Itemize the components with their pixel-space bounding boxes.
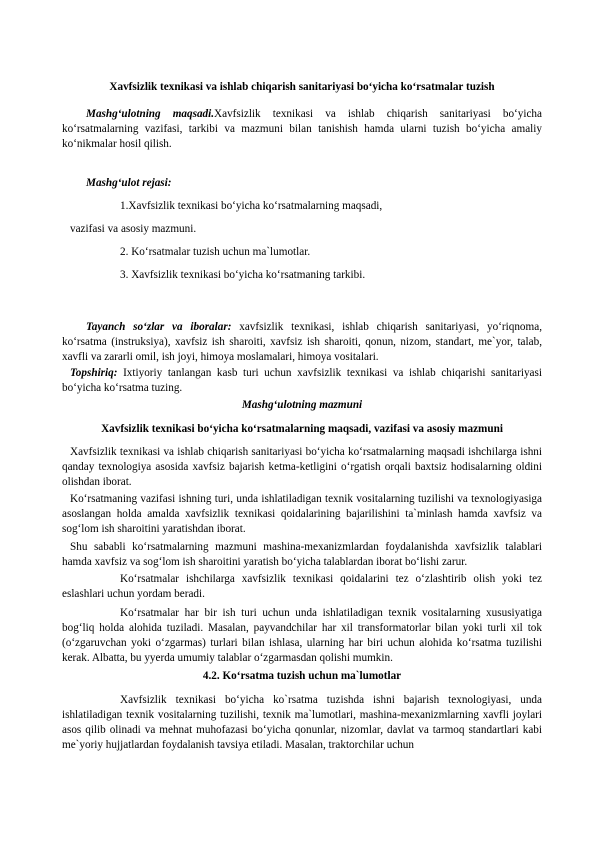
plan-item-3: 3. Xavfsizlik texnikasi bo‘yicha ko‘rsatmaning tarkibi. <box>120 269 366 281</box>
section1-heading: Xavfsizlik texnikasi bo‘yicha ko‘rsatmalarning maqsadi, vazifasi va asosiy mazmuni <box>101 423 503 435</box>
plan-label: Mashg‘ulot rejasi: <box>86 177 172 189</box>
paragraph-6: Xavfsizlik texnikasi bo‘yicha ko`rsatma tuzishda ishni bajarish texnologiyasi, unda ishlatiladigan texnik vositalarning tuzilishi, texnik ma`lumotlari, mashina-mexanizmlarning xavfli joylari asos qilib olinadi va mehnat muhofazasi bo‘yicha qonunlar, nizomlar, davlat va tarmoq standartlari kabi me`yoriy hujjatlardan foydalanish tavsiya etiladi. Masalan, traktorchilar uchun <box>62 694 542 751</box>
goal-text: Xavfsizlik texnikasi va ishlab chiqarish sanitariyasi bo‘yicha ko‘rsatmalarning vazifasi, tarkibi va mazmuni bilan tanishish hamda ularni tuzish bo‘yicha amaliy ko‘nikmalar hosil qilish. <box>62 108 542 150</box>
plan-item-2: 2. Ko‘rsatmalar tuzish uchun ma`lumotlar. <box>120 246 311 258</box>
goal-paragraph <box>62 107 542 152</box>
paragraph-2: Ko‘rsatmaning vazifasi ishning turi, unda ishlatiladigan texnik vositalarning tuzilishi va texnologiyasiga asoslangan holda amalda xavfsizlik texnikasi qoidalarining bajarilishini ta`minlash hamda xavfsiz va sog‘lom ish sharoitini yaratishdan iborat. <box>62 493 542 535</box>
task-label: Topshiriq: <box>70 367 118 379</box>
content-heading: Mashg‘ulotning mazmuni <box>241 399 363 411</box>
keywords-text: xavfsizlik texnikasi, ishlab chiqarish sanitariyasi, yo‘riqnoma, ko‘rsatma (instruksiya), xavfsiz ish sharoiti, xavfsiz ish sharoiti, qonun, nizom, standart, me`yor, talab, xavfli va zararli omil, ish joyi, himoya moslamalari, himoya vositalari. <box>62 321 542 363</box>
keywords-paragraph <box>62 320 542 365</box>
paragraph-4: Ko‘rsatmalar ishchilarga xavfsizlik texnikasi qoidalarini tez o‘zlashtirib olish yoki tez eslashlari uchun yordam beradi. <box>62 573 542 600</box>
paragraph-5: Ko‘rsatmalar har bir ish turi uchun unda ishlatiladigan texnik vositalarning xususiyatiga bog‘liq holda alohida tuziladi. Masalan, payvandchilar har xil transformatorlar bilan yoki turli xil tok (o‘zgaruvchan yoki o‘zgarmas) turlari bilan ishlasa, ularning har biri uchun alohida ko‘rsatma tuzilishi kerak. Albatta, bu yyerda umumiy talablar o‘zgarmasdan qolishi mumkin. <box>62 607 542 664</box>
paragraph-3: Shu sababli ko‘rsatmalarning mazmuni mashina-mexanizmlardan foydalanishda xavfsizlik talablari hamda xavfsiz va sog‘lom ish sharoitini yaratish bo‘yicha talablardan iborat bo‘lishi zarur. <box>62 541 542 568</box>
keywords-label: Tayanch so‘zlar va iboralar: <box>86 321 232 333</box>
task-text: Ixtiyoriy tanlangan kasb turi uchun xavfsizlik texnikasi va ishlab chiqarishi sanitariyasi bo‘yicha ko‘rsatma tuzing. <box>62 367 542 394</box>
section2-heading: 4.2. Ko‘rsatma tuzish uchun ma`lumotlar <box>202 670 402 682</box>
goal-label: Mashg‘ulotning maqsadi. <box>86 108 215 120</box>
paragraph-1: Xavfsizlik texnikasi va ishlab chiqarish sanitariyasi bo‘yicha ko‘rsatmalarning maqsadi ishchilarga ishni qanday texnologiya asosida xavfsiz bajarish ketma-ketligini o‘rgatish orqali baxtsiz hodisalarning oldini olishdan iborat. <box>62 446 542 488</box>
task-paragraph <box>62 366 542 396</box>
plan-item-1a: 1.Xavfsizlik texnikasi bo‘yicha ko‘rsatmalarning maqsadi, <box>120 200 383 212</box>
document-title: Xavfsizlik texnikasi va ishlab chiqarish sanitariyasi bo‘yicha ko‘rsatmalar tuzish <box>109 81 495 93</box>
plan-item-1b: vazifasi va asosiy mazmuni. <box>70 223 197 235</box>
